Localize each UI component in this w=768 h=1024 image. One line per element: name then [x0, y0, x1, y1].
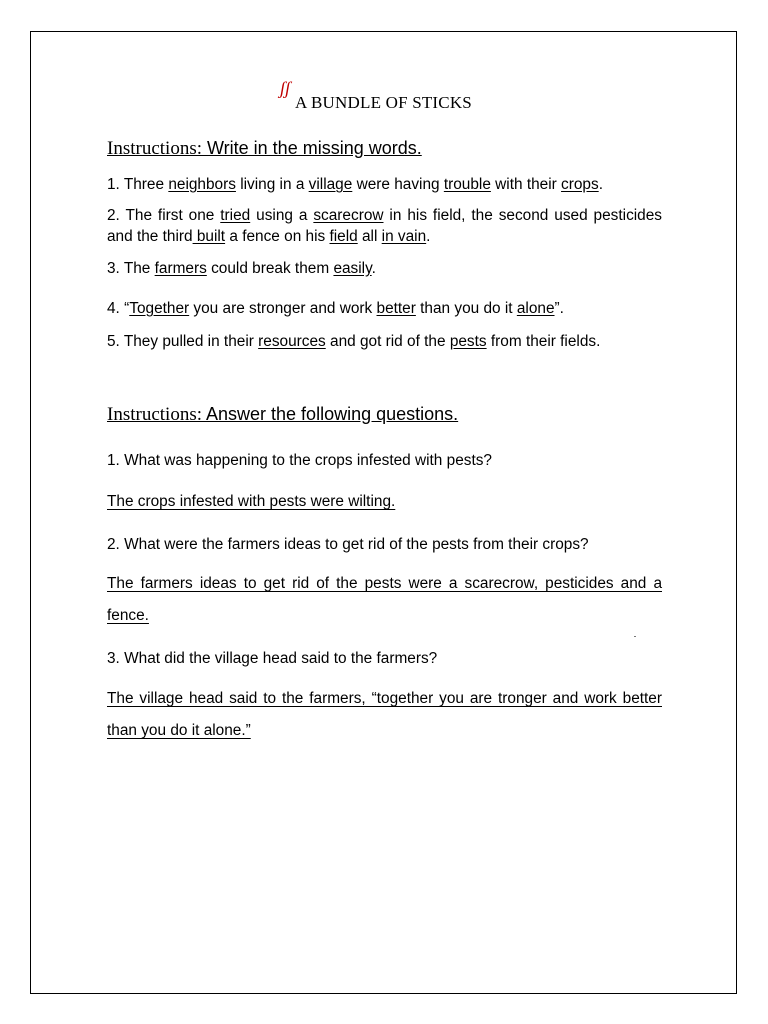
filled-word: farmers — [154, 260, 207, 277]
filled-word: better — [376, 300, 416, 317]
instructions-label: Instructions: — [107, 404, 202, 425]
sentence-text: than you do it — [415, 300, 517, 317]
question-2: 2. What were the farmers ideas to get rid of the pests from their crops? — [107, 536, 589, 553]
answer-1-wrap — [107, 491, 662, 512]
filled-word: Together — [129, 300, 190, 317]
answer-2-wrap — [107, 568, 662, 632]
sentence-text: 5. They pulled in their — [107, 333, 259, 350]
filled-word: built — [192, 228, 226, 245]
sentence-text: using a — [250, 207, 314, 224]
answer-3: The village head said to the farmers, “together you are tronger and work better than you do it alone.” — [107, 690, 662, 739]
filled-word: neighbors — [168, 176, 236, 193]
sentence-text: 3. The — [107, 260, 155, 277]
answer-3-wrap — [107, 683, 662, 747]
fill-in-item-3 — [107, 258, 662, 279]
filled-word: field — [329, 228, 358, 245]
sentence-text: ”. — [554, 300, 564, 317]
question-1: 1. What was happening to the crops infested with pests? — [107, 452, 492, 469]
sentence-text: a fence on his — [225, 228, 330, 245]
sentence-text: all — [357, 228, 382, 245]
instructions-heading-2 — [107, 404, 458, 426]
instructions-text: Write in the missing words. — [202, 138, 422, 158]
filled-word: easily — [333, 260, 372, 277]
sentence-text: could break them — [206, 260, 334, 277]
filled-word: crops — [561, 176, 599, 193]
sentence-text: from their fields. — [486, 333, 601, 350]
filled-word: resources — [258, 333, 326, 350]
filled-word: scarecrow — [313, 207, 384, 224]
sentence-text: with their — [490, 176, 562, 193]
sentence-text: 1. Three — [107, 176, 169, 193]
filled-word: village — [308, 176, 353, 193]
sentence-text: . — [371, 260, 376, 277]
answer-1: The crops infested with pests were wilting. — [107, 493, 396, 510]
instructions-text: Answer the following questions. — [202, 404, 459, 424]
sentence-text: . — [426, 228, 431, 245]
sentence-text: you are stronger and work — [189, 300, 377, 317]
worksheet-page — [30, 31, 737, 994]
fill-in-item-4 — [107, 298, 662, 319]
sentence-text: . — [598, 176, 603, 193]
fill-in-item-5 — [107, 331, 662, 352]
sentence-text: living in a — [235, 176, 309, 193]
sentence-text: in his field, the second used pesticides and the third — [107, 207, 662, 245]
sentence-text: were having — [352, 176, 444, 193]
answer-2: The farmers ideas to get rid of the pests were a scarecrow, pesticides and a fence. — [107, 575, 662, 624]
instructions-heading-1 — [107, 138, 422, 160]
page-title: A BUNDLE OF STICKS — [295, 93, 472, 112]
filled-word: tried — [220, 207, 251, 224]
filled-word: alone — [516, 300, 555, 317]
filled-word: in vain — [381, 228, 427, 245]
red-edit-mark: ʃʃ — [280, 78, 291, 98]
sentence-text: and got rid of the — [325, 333, 450, 350]
fill-in-item-2 — [107, 205, 662, 247]
question-3: 3. What did the village head said to the farmers? — [107, 650, 438, 667]
filled-word: pests — [449, 333, 487, 350]
fill-in-item-1 — [107, 174, 662, 195]
instructions-label: Instructions: — [107, 138, 202, 159]
sentence-text: 4. “ — [107, 300, 130, 317]
sentence-text: 2. The first one — [107, 207, 221, 224]
stray-mark — [634, 636, 636, 637]
filled-word: trouble — [443, 176, 491, 193]
